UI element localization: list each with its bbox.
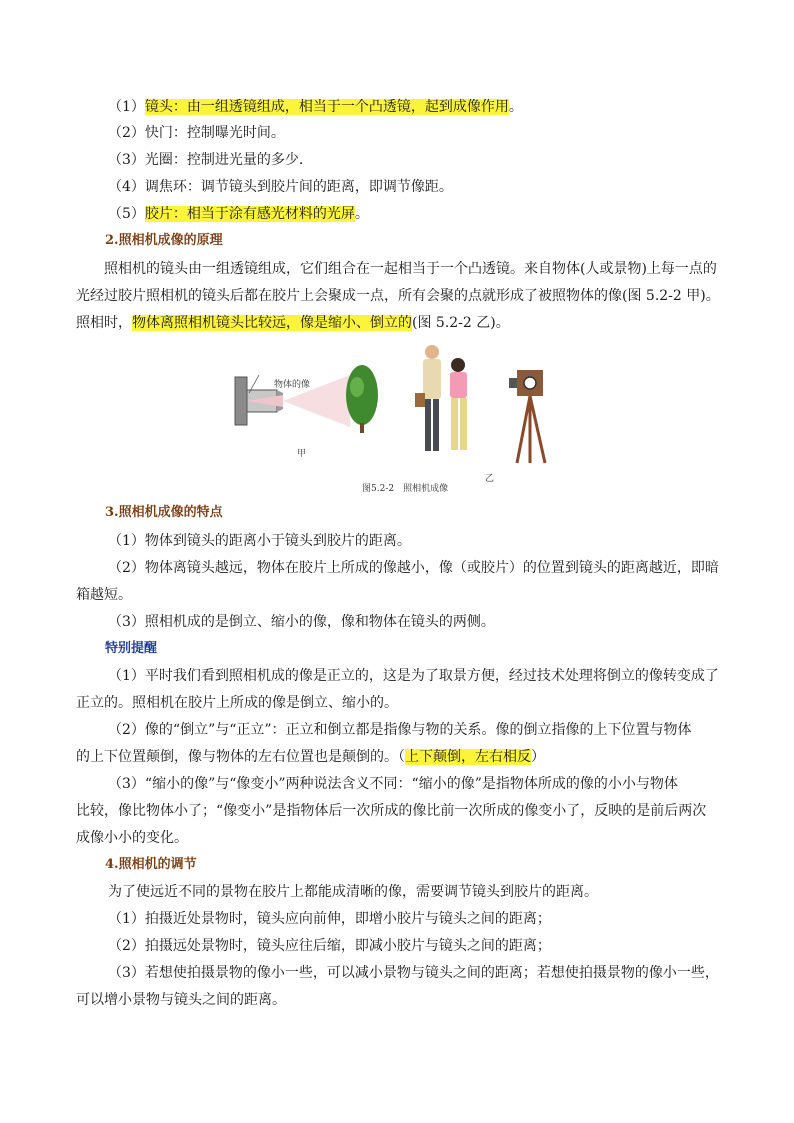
part-film-end: 。: [354, 206, 369, 222]
tips-item2-highlight: 上下颠倒，左右相反: [405, 749, 531, 765]
section4-heading: 4.照相机的调节: [105, 857, 197, 872]
woman-shirt: [450, 372, 467, 398]
man-right-leg: [433, 399, 439, 451]
section3-feature1: （1）物体到镜头的距离小于镜头到胶片的距离。: [108, 533, 411, 549]
book-icon: [415, 393, 425, 407]
section3-feature2-line2: 箱越短。: [76, 587, 132, 603]
tips-item3-line3: 成像小小的变化。: [76, 830, 188, 846]
tree-crown-icon: [346, 365, 378, 425]
tips-item2-line2-start: 的上下位置颠倒，像与物体的左右位置也是颠倒的。（: [76, 749, 405, 765]
label-object-image: 物体的像: [274, 380, 311, 390]
tips-item2-line1: （2）像的“倒立”与“正立”：正立和倒立都是指像与物的关系。像的倒立指像的上下位置与物体: [108, 722, 692, 738]
section4-adjust1: （1）拍摄近处景物时，镜头应向前伸，即增小胶片与镜头之间的距离；: [108, 911, 551, 927]
tips-item2-line2: [76, 748, 545, 766]
section4-adjust3-line1: （3）若想使拍摄景物的像小一些，可以减小景物与镜头之间的距离；若想使拍摄景物的像小一些，: [108, 965, 719, 981]
section2-line3-highlight: 物体离照相机镜头比较远，像是缩小、倒立的: [132, 315, 412, 331]
tips-item2-line2-end: ）: [531, 749, 545, 765]
figure-caption: 图5.2-2 照相机成像: [362, 484, 449, 494]
woman-right-leg: [460, 398, 467, 450]
section2-heading: 2.照相机成像的原理: [105, 233, 223, 248]
section3-feature3: （3）照相机成的是倒立、缩小的像，像和物体在镜头的两侧。: [108, 614, 495, 630]
section2-line3-end: (图 5.2-2 乙)。: [412, 315, 510, 331]
part-film-highlight: 胶片：相当于涂有感光材料的光屏: [144, 206, 355, 222]
part-focus-ring: （4）调焦环：调节镜头到胶片间的距离，即调节像距。: [108, 179, 453, 195]
tips-item1-line2: 正立的。照相机在胶片上所成的像是倒立、缩小的。: [76, 695, 398, 711]
diagram-a: [235, 365, 378, 433]
section4-adjust3-line2: 可以增小景物与镜头之间的距离。: [76, 992, 286, 1008]
section4-adjust2: （2）拍摄远处景物时，镜头应往后缩，即减小胶片与镜头之间的距离；: [108, 938, 551, 954]
part-lens: [108, 98, 523, 116]
section2-line3: [76, 314, 510, 332]
part-film-number: （5）: [108, 206, 145, 222]
part-lens-number: （1）: [108, 99, 145, 115]
tips-item3-line1: （3）“缩小的像”与“像变小”两种说法含义不同：“缩小的像”是指物体所成的像的小小与物体: [108, 776, 678, 792]
section4-intro: 为了使远近不同的景物在胶片上都能成清晰的像，需要调节镜头到胶片的距离。: [108, 884, 598, 900]
tips-item1-line1: （1）平时我们看到照相机成的像是正立的，这是为了取景方便，经过技术处理将倒立的像转变成了: [108, 668, 719, 684]
man-shirt: [423, 359, 441, 399]
tips-item3-line2: 比较，像比物体小了；“像变小”是指物体后一次所成的像比前一次所成的像变小了，反映的是前后两次: [76, 803, 707, 819]
tripod-lens-icon: [524, 377, 536, 389]
part-lens-end: 。: [508, 99, 523, 115]
section2-line2: 光经过胶片照相机的镜头后都在胶片上会聚成一点，所有会聚的点就形成了被照物体的像(图 5.2-2 甲)。: [76, 288, 720, 304]
camera-figure: [225, 335, 555, 495]
label-diagram-a: 甲: [297, 449, 307, 459]
part-shutter: （2）快门：控制曝光时间。: [108, 125, 285, 141]
part-film: [108, 205, 369, 223]
man-left-leg: [425, 399, 431, 451]
tree-highlight: [350, 377, 364, 397]
label-diagram-b: 乙: [485, 474, 495, 484]
woman-left-leg: [451, 398, 458, 450]
tripod-leg-left: [517, 396, 530, 463]
tips-heading: 特别提醒: [105, 641, 158, 656]
section3-feature2-line1: （2）物体离镜头越远，物体在胶片上所成的像越小，像（或胶片）的位置到镜头的距离越近，即暗: [108, 560, 719, 576]
woman-head-icon: [451, 358, 465, 372]
tripod-lens-barrel: [509, 378, 517, 388]
diagram-b: [415, 345, 545, 463]
camera-illustration: [225, 335, 555, 495]
film-plate: [235, 377, 247, 425]
tripod-leg-right: [530, 396, 545, 463]
section2-line3-start: 照相时，: [76, 315, 132, 331]
man-head-icon: [425, 345, 439, 359]
part-aperture: （3）光圈：控制进光量的多少.: [108, 152, 304, 168]
part-lens-highlight: 镜头：由一组透镜组成，相当于一个凸透镜，起到成像作用: [144, 99, 509, 115]
section3-heading: 3.照相机成像的特点: [105, 505, 223, 520]
section2-line1: 照相机的镜头由一组透镜组成，它们组合在一起相当于一个凸透镜。来自物体(人或景物)上每一点的: [104, 261, 717, 277]
tree-trunk: [360, 423, 364, 433]
